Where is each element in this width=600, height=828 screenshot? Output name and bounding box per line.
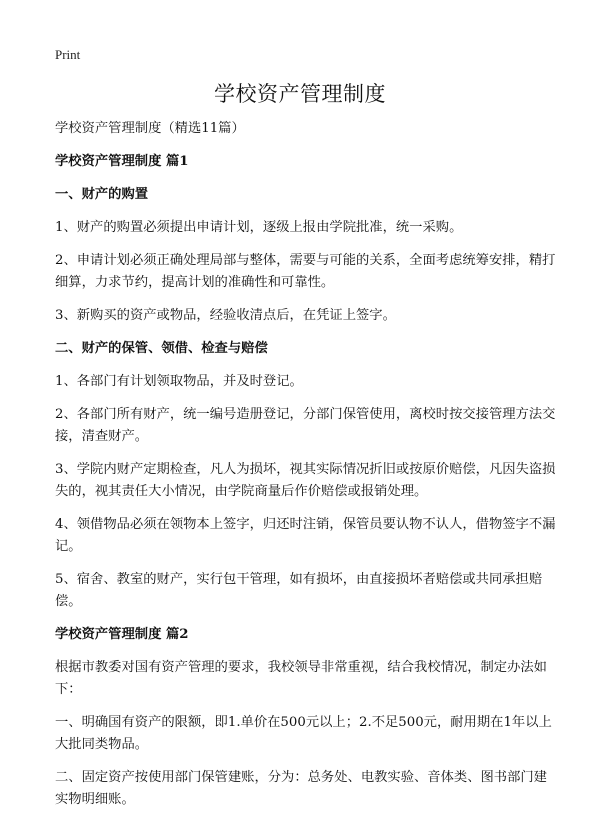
paragraph: 1、各部门有计划领取物品，并及时登记。 (55, 374, 303, 389)
page-title: 学校资产管理制度 (214, 82, 386, 106)
paragraph: 根据市教委对国有资产管理的要求，我校领导非常重视，结合我校情况，制定办法如下： (55, 660, 547, 697)
print-link[interactable]: Print (55, 47, 81, 62)
paragraph: 2、申请计划必须正确处理局部与整体，需要与可能的关系，全面考虑统筹安排，精打细算，力求节约，提高计划的准确性和可靠性。 (55, 253, 556, 290)
article-heading-1: 学校资产管理制度 篇1 (55, 154, 189, 169)
paragraph: 3、学院内财产定期检查，凡人为损坏，视其实际情况折旧或按原价赔偿，凡因失盗损失的，视其责任大小情况，由学院商量后作价赔偿或报销处理。 (55, 462, 556, 499)
paragraph: 5、宿舍、教室的财产，实行包干管理，如有损坏，由直接损坏者赔偿或共同承担赔偿。 (55, 572, 543, 609)
section-heading-2: 二、财产的保管、领借、检查与赔偿 (55, 341, 268, 356)
paragraph: 二、固定资产按使用部门保管建账，分为：总务处、电教实验、音体类、图书部门建实物明细账。 (55, 770, 547, 807)
section-heading-1: 一、财产的购置 (55, 187, 149, 202)
paragraph: 4、领借物品必须在领物本上签字，归还时注销，保管员要认物不认人，借物签字不漏记。 (55, 517, 556, 554)
paragraph: 3、新购买的资产或物品，经验收清点后，在凭证上签字。 (55, 308, 396, 323)
document-body (55, 118, 560, 822)
paragraph: 1、财产的购置必须提出申请计划，逐级上报由学院批准，统一采购。 (55, 220, 463, 235)
article-heading-2: 学校资产管理制度 篇2 (55, 627, 189, 642)
paragraph: 2、各部门所有财产，统一编号造册登记，分部门保管使用，离校时按交接管理方法交接，清查财产。 (55, 407, 556, 444)
subtitle: 学校资产管理制度（精选11篇） (55, 121, 245, 136)
paragraph: 一、明确国有资产的限额，即1.单价在500元以上；2.不足500元，耐用期在1年以上大批同类物品。 (55, 715, 552, 752)
